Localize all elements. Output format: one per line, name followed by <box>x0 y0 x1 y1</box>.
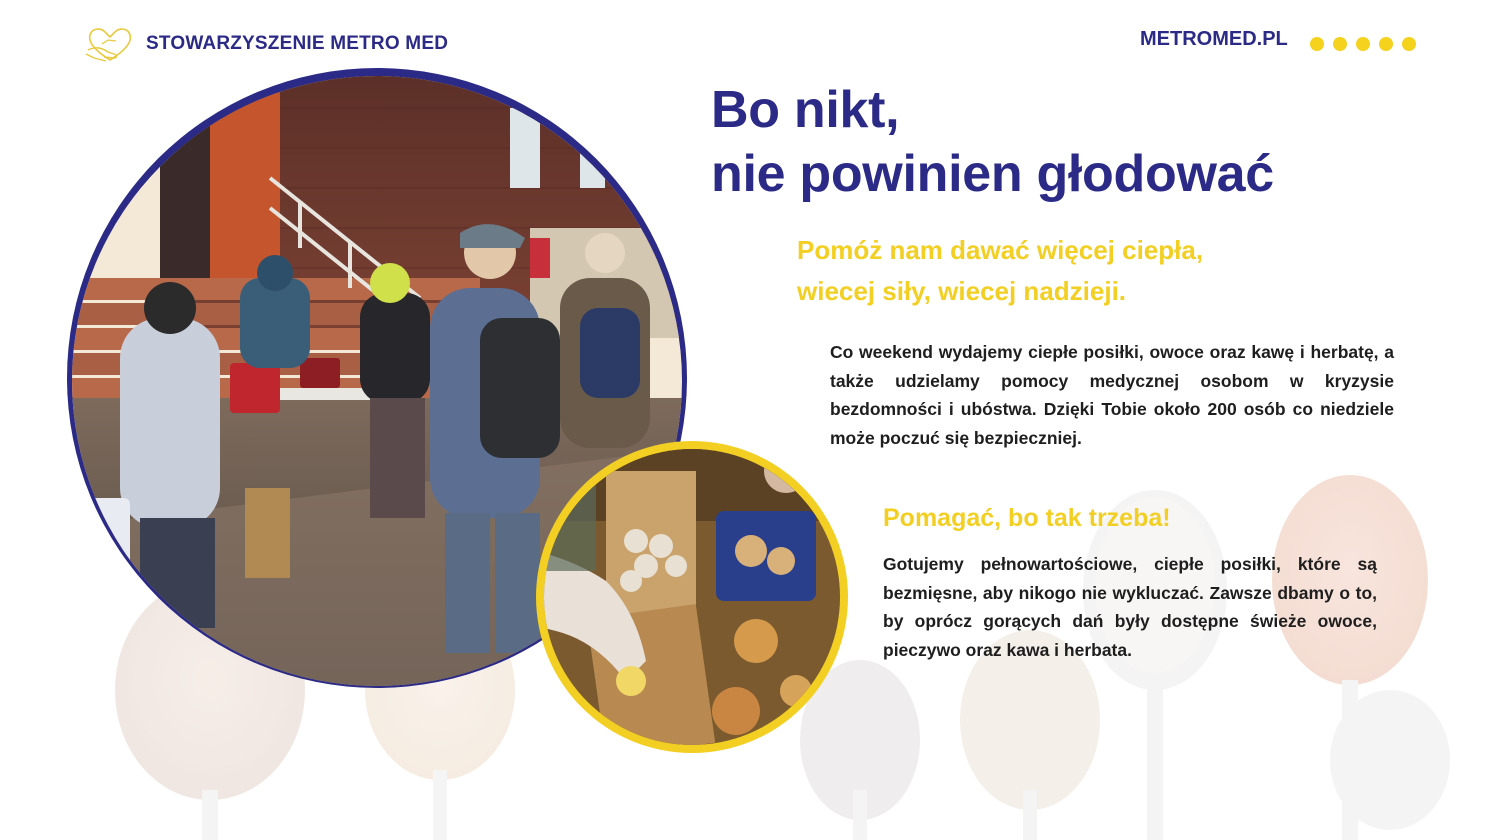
organization-name: STOWARZYSZENIE METRO MED <box>146 33 449 54</box>
subheadline <box>797 230 1203 312</box>
headline-line-2: nie powinien głodować <box>711 145 1274 203</box>
yellow-dot-icon <box>1402 37 1416 51</box>
decorative-dots <box>1310 37 1416 51</box>
website-link[interactable]: METROMED.PL <box>1140 28 1288 50</box>
heart-hands-logo-icon <box>84 24 136 64</box>
intro-paragraph: Co weekend wydajemy ciepłe posiłki, owoce oraz kawę i herbatę, a także udzielamy pomocy medycznej osobom w kryzysie bezdomności i ubóstwa. Dzięki Tobie około 200 osób co niedziele może poczuć się bezpieczniej. <box>830 342 1394 448</box>
subheadline-line-2: wiecej siły, wiecej nadzieji. <box>797 276 1127 306</box>
yellow-dot-icon <box>1310 37 1324 51</box>
yellow-dot-icon <box>1333 37 1347 51</box>
section-title: Pomagać, bo tak trzeba! <box>883 504 1171 532</box>
header-organization <box>84 24 448 64</box>
food-preparation-photo <box>536 441 848 753</box>
yellow-dot-icon <box>1356 37 1370 51</box>
subheadline-line-1: Pomóż nam dawać więcej ciepła, <box>797 235 1204 265</box>
headline-line-1: Bo nikt, <box>711 81 900 139</box>
section-paragraph: Gotujemy pełnowartościowe, ciepłe posiłki, które są bezmięsne, aby nikogo nie wykluczać. Zawsze dbamy o to, by oprócz gorących dań były dostępne świeże owoce, pieczywo oraz kawa i herbata. <box>883 554 1377 660</box>
yellow-dot-icon <box>1379 37 1393 51</box>
main-headline <box>711 78 1274 206</box>
